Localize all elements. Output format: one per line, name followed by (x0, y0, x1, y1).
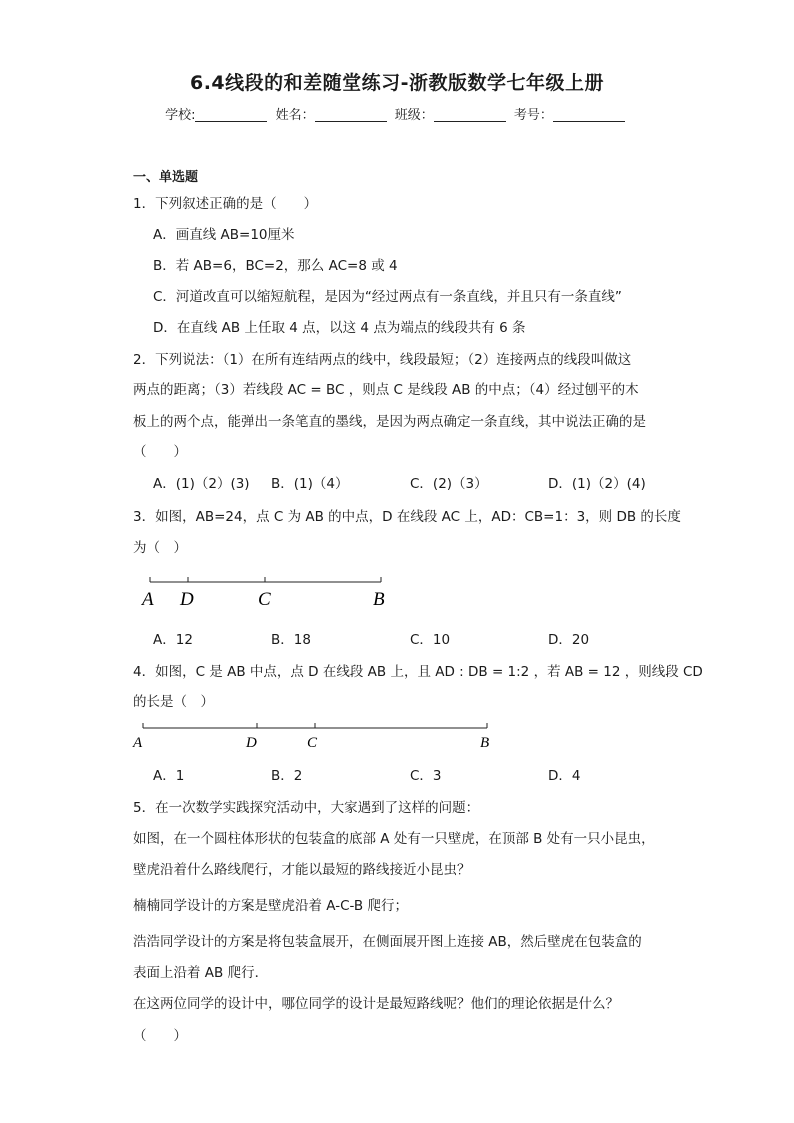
q2-option-d[interactable]: D．(1)（2）(4) (548, 476, 646, 492)
q4-line-1: 4．如图，C 是 AB 中点，点 D 在线段 AB 上，且 AD : DB = 1:2 ，若 AB = 12 ，则线段 CD (133, 664, 703, 680)
q5-line-7: 在这两位同学的设计中，哪位同学的设计是最短路线呢？他们的理论依据是什么？ (133, 996, 619, 1012)
q1-option-d[interactable]: D．在直线 AB 上任取 4 点，以这 4 点为端点的线段共有 6 条 (153, 320, 526, 336)
page-title: 6.4线段的和差随堂练习-浙教版数学七年级上册 (189, 72, 605, 94)
q2-option-b[interactable]: B．(1)（4） (271, 476, 349, 492)
q3-segment-figure (130, 568, 400, 613)
q2-option-c[interactable]: C．(2)（3） (410, 476, 488, 492)
q4-label-d: D (246, 735, 257, 751)
q5-line-4: 楠楠同学设计的方案是壁虎沿着 A-C-B 爬行； (133, 898, 408, 914)
q3-label-a: A (142, 589, 154, 610)
exam-no-blank[interactable] (553, 107, 625, 122)
q4-label-c: C (307, 735, 318, 751)
q3-option-d[interactable]: D．20 (548, 632, 590, 648)
q4-label-b: B (480, 735, 490, 751)
q2-line-3: 板上的两个点，能弹出一条笔直的墨线，是因为两点确定一条直线，其中说法正确的是 (133, 414, 646, 430)
q1-option-a[interactable]: A．画直线 AB=10厘米 (153, 227, 295, 243)
q3-option-b[interactable]: B．18 (271, 632, 311, 648)
q2-line-1: 2．下列说法：（1）在所有连结两点的线中，线段最短；（2）连接两点的线段叫做这 (133, 352, 632, 368)
school-label: 学校: (165, 108, 196, 123)
q3-option-c[interactable]: C．10 (410, 632, 451, 648)
q4-line-2: 的长是（ ） (133, 694, 214, 710)
student-info-row (0, 104, 794, 123)
q3-label-c: C (258, 589, 271, 610)
q5-line-5: 浩浩同学设计的方案是将包装盒展开，在侧面展开图上连接 AB，然后壁虎在包装盒的 (133, 934, 642, 950)
q2-option-a[interactable]: A．(1)（2）(3) (153, 476, 250, 492)
q2-line-4: （ ） (133, 444, 187, 460)
class-blank[interactable] (434, 107, 506, 122)
q4-option-a[interactable]: A．1 (153, 768, 185, 784)
q4-option-c[interactable]: C．3 (410, 768, 442, 784)
q2-line-2: 两点的距离；（3）若线段 AC = BC ，则点 C 是线段 AB 的中点；（4）经过刨平的木 (133, 382, 639, 398)
q3-label-b: B (373, 589, 385, 610)
q1-option-c[interactable]: C．河道改直可以缩短航程，是因为“经过两点有一条直线，并且只有一条直线” (153, 289, 622, 305)
name-label: 姓名： (275, 108, 315, 123)
q1-stem: 1．下列叙述正确的是（ ） (133, 196, 318, 212)
q4-label-a: A (133, 735, 143, 751)
q3-option-a[interactable]: A．12 (153, 632, 193, 648)
q5-line-1: 5．在一次数学实践探究活动中，大家遇到了这样的问题： (133, 800, 480, 816)
school-blank[interactable] (195, 107, 267, 122)
exam-no-label: 考号： (513, 108, 553, 123)
class-label: 班级： (394, 108, 434, 123)
q3-label-d: D (180, 589, 194, 610)
q3-line-1: 3．如图，AB=24，点 C 为 AB 的中点，D 在线段 AC 上，AD：CB=1：3，则 DB 的长度 (133, 509, 681, 525)
q4-segment-figure (125, 718, 505, 756)
q5-line-6: 表面上沿着 AB 爬行． (133, 965, 269, 981)
q4-option-b[interactable]: B．2 (271, 768, 303, 784)
q5-line-8: （ ） (133, 1028, 187, 1044)
q1-option-b[interactable]: B．若 AB=6，BC=2，那么 AC=8 或 4 (153, 258, 398, 274)
section-heading: 一、单选题 (133, 170, 199, 185)
q5-line-2: 如图，在一个圆柱体形状的包装盒的底部 A 处有一只壁虎，在顶部 B 处有一只小昆虫， (133, 831, 655, 847)
q3-line-2: 为（ ） (133, 540, 187, 556)
q5-line-3: 壁虎沿着什么路线爬行，才能以最短的路线接近小昆虫？ (133, 862, 471, 878)
name-blank[interactable] (315, 107, 387, 122)
q4-option-d[interactable]: D．4 (548, 768, 581, 784)
